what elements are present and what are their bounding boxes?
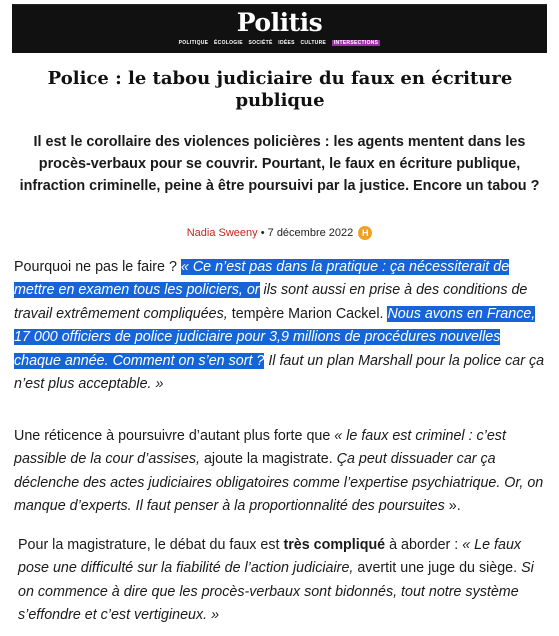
quote-run: « le faux est criminel : c’est passible de la cour d’assises, — [14, 428, 506, 468]
paragraph-3 — [18, 534, 548, 628]
main-nav — [12, 40, 547, 46]
text-run: ». — [444, 498, 461, 515]
quote-run: « Le faux pose une difficulté sur la fiabilité de l’action judiciaire, — [18, 537, 522, 577]
quote-run: Il faut un plan Marshall pour la police car ça n’est plus acceptable. » — [14, 352, 545, 393]
selected-quote: « Ce n’est pas dans la pratique : ça nécessiterait de mettre en examen tous les policiers, or — [14, 259, 510, 299]
quote-run: ils sont aussi en prise à des conditions de travail extrêmement compliquées, — [14, 282, 528, 322]
paragraph-1 — [14, 256, 546, 396]
article-byline — [0, 226, 559, 240]
author-link[interactable]: Nadia Sweeny — [186, 226, 258, 239]
article-date: 7 décembre 2022 — [267, 226, 354, 239]
site-logo[interactable]: Politis — [236, 8, 323, 37]
nav-item-culture[interactable]: CULTURE — [300, 40, 327, 46]
text-run: avertit une juge du siège. — [353, 560, 522, 577]
text-run: Pourquoi ne pas le faire ? — [14, 259, 181, 275]
text-run: Une réticence à poursuivre d’autant plus forte que — [14, 428, 335, 444]
byline-separator: • — [257, 226, 268, 239]
nav-item-intersections[interactable]: INTERSECTIONS — [333, 40, 379, 46]
selected-quote: Nous avons en France, 17 000 officiers de police judiciaire pour 3,9 millions de procédures nouvelles chaque année. Comment on s’en sort ? — [14, 305, 536, 369]
text-run: Pour la magistrature, le débat du faux est — [18, 537, 284, 553]
quote-run: Ça peut dissuader car ça déclenche des actes judiciaires obligatoires comme l’expertise psychiatrique. Or, on manque d’experts. Il faut penser à la proportionnalité des poursuites — [14, 451, 544, 515]
nav-item-societe[interactable]: SOCIÉTÉ — [248, 40, 273, 46]
nav-item-politique[interactable]: POLITIQUE — [178, 40, 209, 46]
site-header — [12, 4, 547, 53]
text-run: à aborder : — [385, 537, 463, 553]
paragraph-2 — [14, 425, 548, 519]
article-title: Police : le tabou judiciaire du faux en écriture publique — [47, 68, 513, 111]
hebdo-badge-icon: H — [358, 226, 372, 240]
quote-run: Si on commence à dire que les procès-verbaux sont bidonnés, tout notre système s’effondre et c’est vertigineux. » — [18, 560, 534, 624]
nav-item-idees[interactable]: IDÉES — [278, 40, 295, 46]
text-run: ajoute la magistrate. — [199, 451, 337, 468]
text-run: tempère Marion Cackel. — [227, 305, 388, 322]
article-lead: Il est le corollaire des violences policières : les agents mentent dans les procès-verbaux pour se couvrir. Pourtant, le faux en écriture publique, infraction criminelle, peine à être poursuivi par la justice. Encore un tabou ? — [19, 134, 540, 194]
nav-item-ecologie[interactable]: ÉCOLOGIE — [214, 40, 243, 46]
bold-run: très compliqué — [283, 537, 386, 553]
